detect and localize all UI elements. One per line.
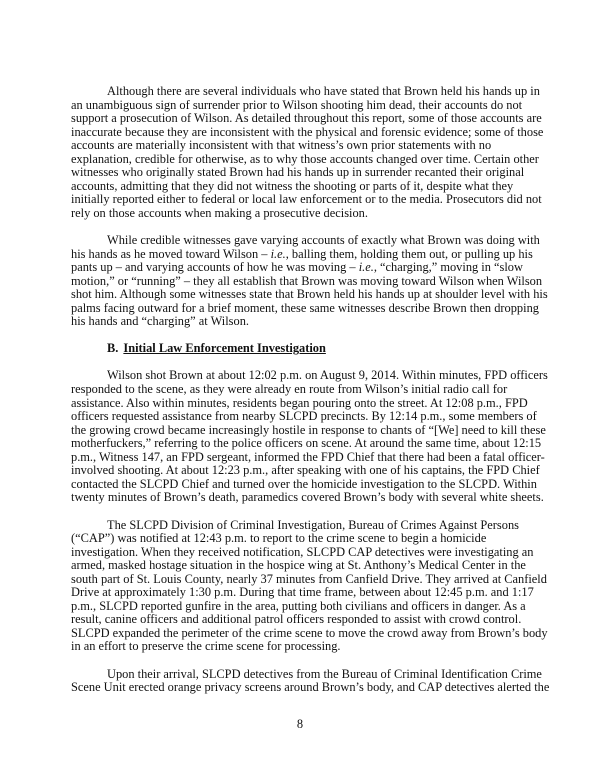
text-line: The SLCPD Division of Criminal Investigation, Bureau of Crimes Against Persons [107, 517, 519, 532]
text-line: explanation, credible for otherwise, as to why those accounts changed over time. Certain other [71, 151, 539, 166]
text-line: assistance. Also within minutes, residents began pouring onto the street. At 12:08 p.m., FPD [71, 395, 528, 410]
text-line: motherfuckers,” referring to the police officers on scene. At around the same time, about 12:15 [71, 436, 542, 451]
text-line: Wilson shot Brown at about 12:02 p.m. on August 9, 2014. Within minutes, FPD officers [107, 368, 548, 383]
text-line: Although there are several individuals who have stated that Brown held his hands up in [107, 84, 540, 98]
text-line: result, canine officers and additional patrol officers responded to assist with crowd control. [71, 612, 522, 627]
paragraph [71, 517, 548, 654]
text-line: an unambiguous sign of surrender prior to Wilson shooting him dead, their accounts do not [71, 97, 523, 112]
text-line: responded to the scene, as they were already en route from Wilson’s initial radio call for [71, 382, 508, 397]
text-line: support a prosecution of Wilson. As detailed throughout this report, some of those accounts are [71, 111, 542, 126]
text-line: witnesses who originally stated Brown had his hands up in surrender recanted their original [71, 165, 525, 180]
text-line: his hands and “charging” at Wilson. [71, 314, 249, 329]
paragraph [71, 368, 548, 505]
text-line: (“CAP”) was notified at 12:43 p.m. to report to the crime scene to begin a homicide [71, 531, 487, 546]
document-body [71, 84, 550, 708]
text-line: officers requested assistance from nearby SLCPD precincts. By 12:14 p.m., some members of [71, 409, 537, 424]
text-segment: , “charging,” moving in “slow [373, 260, 523, 275]
text-line: inaccurate because they are inconsistent with the physical and forensic evidence; some of those [71, 124, 544, 139]
paragraphs-before-heading [71, 84, 548, 329]
text-line: palms facing outward for a brief moment, these same witnesses describe Brown then dropping [71, 300, 539, 315]
text-line [71, 248, 541, 262]
text-line: shot him. Although some witnesses state that Brown held his hands up at shoulder level with his [71, 287, 548, 302]
text-line: Drive at approximately 1:30 p.m. During that time frame, between about 12:45 p.m. and 1:17 [71, 585, 534, 600]
text-line: accounts are materially inconsistent with that witness’s own prior statements with no [71, 138, 492, 153]
text-line: in an effort to preserve the crime scene for processing. [71, 639, 341, 654]
text-line: p.m., SLCPD reported gunfire in the area, putting both civilians and officers in danger. As a [71, 598, 526, 613]
paragraph [71, 84, 544, 220]
italic-text: i.e. [358, 260, 374, 275]
text-line: contacted the SLCPD Chief and turned over the homicide investigation to the SLCPD. Within [71, 476, 537, 491]
text-segment: , balling them, holding them out, or pulling up his [285, 246, 533, 261]
text-line: accounts, admitting that they did not witness the shooting or parts of it, despite what they [71, 178, 514, 193]
text-line: Scene Unit erected orange privacy screens around Brown’s body, and CAP detectives alerted the [71, 680, 550, 695]
text-line: initially reported either to federal or local law enforcement or to the media. Prosecutors did not [71, 192, 542, 207]
text-line: the growing crowd became increasingly hostile in response to chants of “[We] need to kill these [71, 422, 546, 437]
text-line: SLCPD expanded the perimeter of the crime scene to move the crowd away from Brown’s body [71, 625, 548, 640]
page-number: 8 [296, 717, 304, 731]
text-line: Upon their arrival, SLCPD detectives from the Bureau of Criminal Identification Crime [107, 666, 542, 681]
text-line: rely on those accounts when making a prosecutive decision. [71, 205, 368, 220]
paragraph [71, 233, 548, 329]
section-heading [71, 342, 541, 356]
text-line: p.m., Witness 147, an FPD sergeant, informed the FPD Chief that there had been a fatal officer- [71, 449, 545, 464]
text-line: south part of St. Louis County, nearly 37 minutes from Canfield Drive. They arrived at Canfield [71, 571, 547, 586]
paragraph [71, 666, 550, 695]
text-segment: pants up – and varying accounts of how he was moving – [71, 260, 359, 275]
text-segment: his hands as he moved toward Wilson – [71, 246, 271, 261]
text-line: armed, masked hostage situation in the hospice wing at St. Anthony’s Medical Center in the [71, 558, 526, 573]
text-line [71, 261, 541, 275]
italic-text: i.e. [270, 246, 286, 261]
text-line: investigation. When they received notification, SLCPD CAP detectives were investigating an [71, 544, 534, 559]
text-line: twenty minutes of Brown’s death, paramedics covered Brown’s body with several white sheets. [71, 490, 544, 505]
text-line: motion,” or “running” – they all establish that Brown was moving toward Wilson when Wilson [71, 273, 543, 288]
section-number: B. [107, 341, 119, 356]
section-title: Initial Law Enforcement Investigation [123, 341, 326, 356]
text-line: involved shooting. At about 12:23 p.m., after speaking with one of his captains, the FPD Chief [71, 463, 540, 478]
paragraphs-after-heading [71, 368, 550, 695]
text-line: While credible witnesses gave varying accounts of exactly what Brown was doing with [107, 233, 540, 248]
